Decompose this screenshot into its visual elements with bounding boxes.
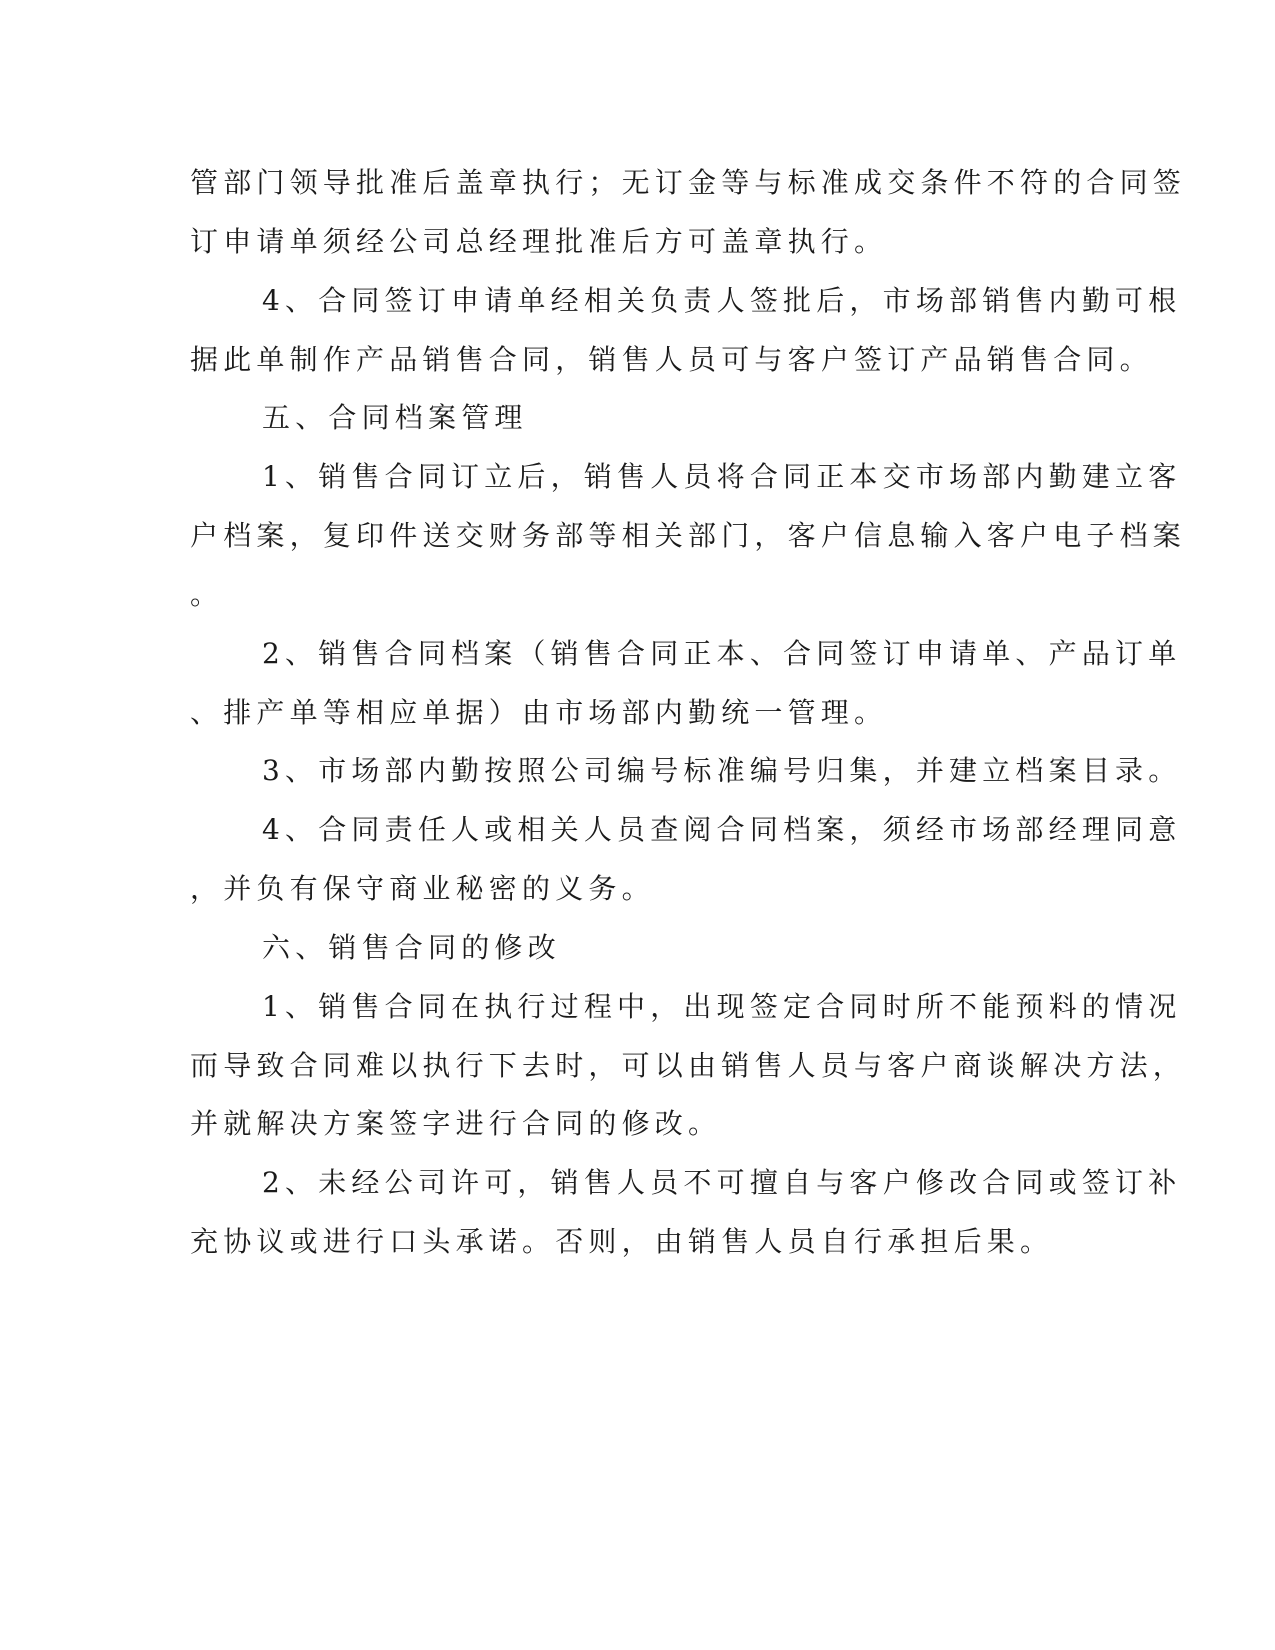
- paragraph-line: 3、市场部内勤按照公司编号标准编号归集，并建立档案目录。: [262, 754, 1182, 787]
- paragraph-line: 1、销售合同在执行过程中，出现签定合同时所不能预料的情况: [262, 990, 1182, 1023]
- body-line: 而导致合同难以执行下去时，可以由销售人员与客户商谈解决方法，: [190, 1049, 1187, 1082]
- paragraph-line: 2、销售合同档案（销售合同正本、合同签订申请单、产品订单: [262, 637, 1182, 670]
- body-line: 充协议或进行口头承诺。否则，由销售人员自行承担后果。: [190, 1225, 1054, 1258]
- body-line: ，并负有保守商业秘密的义务。: [190, 872, 655, 905]
- body-line: 订申请单须经公司总经理批准后方可盖章执行。: [190, 225, 888, 258]
- paragraph-line: 4、合同责任人或相关人员查阅合同档案，须经市场部经理同意: [262, 813, 1182, 846]
- body-line: 。: [190, 578, 224, 611]
- body-line: 管部门领导批准后盖章执行；无订金等与标准成交条件不符的合同签: [190, 166, 1187, 199]
- body-line: 并就解决方案签字进行合同的修改。: [190, 1107, 722, 1140]
- body-line: 、排产单等相应单据）由市场部内勤统一管理。: [190, 696, 888, 729]
- paragraph-line: 4、合同签订申请单经相关负责人签批后，市场部销售内勤可根: [262, 284, 1182, 317]
- body-line: 据此单制作产品销售合同，销售人员可与客户签订产品销售合同。: [190, 343, 1153, 376]
- body-line: 户档案，复印件送交财务部等相关部门，客户信息输入客户电子档案: [190, 519, 1187, 552]
- paragraph-line: 1、销售合同订立后，销售人员将合同正本交市场部内勤建立客: [262, 460, 1182, 493]
- paragraph-line: 2、未经公司许可，销售人员不可擅自与客户修改合同或签订补: [262, 1166, 1182, 1199]
- section-heading: 六、销售合同的修改: [262, 931, 561, 964]
- section-heading: 五、合同档案管理: [262, 401, 528, 434]
